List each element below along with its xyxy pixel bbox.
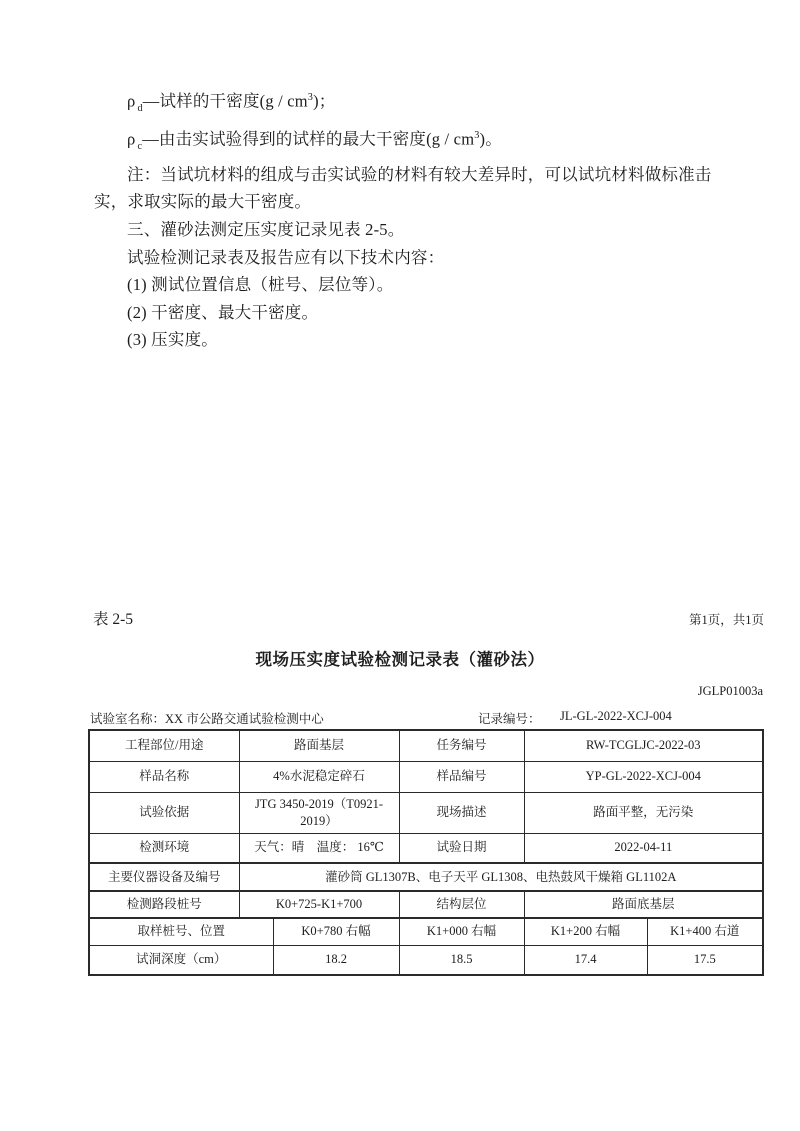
rho-c-body-text: —由击实试验得到的试样的最大干密度(g / cm (142, 129, 475, 149)
record-sheet-title: 现场压实度试验检测记录表（灌砂法） (255, 650, 545, 669)
row-sampling-stations (89, 918, 763, 945)
lab-name-value: XX 市公路交通试验检测中心 (165, 712, 324, 726)
rho-d-tail-text: )； (313, 91, 336, 111)
cell-sampling-station-label: 取样桩号、位置 (89, 918, 273, 945)
row-test-basis (89, 792, 763, 833)
table-number: 表 2-5 (93, 611, 134, 628)
rho-c-definition-line (94, 122, 712, 160)
cell-task-no-label: 任务编号 (399, 730, 524, 761)
content-item-2: (2) 干密度、最大干密度。 (127, 302, 319, 322)
cell-structure-layer-label: 结构层位 (399, 891, 524, 918)
rho-d-superscript: 3 (307, 92, 314, 103)
cell-road-section-label: 检测路段桩号 (89, 891, 239, 918)
row-test-environment (89, 833, 763, 863)
cell-station-3: K1+200 右幅 (524, 918, 647, 945)
note-line-1: 注：当试坑材料的组成与击实试验的材料有较大差异时，可以试坑材料做标准击 (127, 164, 712, 184)
rho-d-subscript: d (137, 102, 143, 114)
rho-d-body-text: —试样的干密度(g / cm (142, 91, 308, 111)
lab-name-line (90, 709, 324, 727)
cell-site-desc-label: 现场描述 (399, 792, 524, 833)
section-three-line: 三、灌砂法测定压实度记录见表 2-5。 (127, 219, 405, 239)
row-road-section (89, 891, 763, 918)
cell-environment-label: 检测环境 (89, 833, 239, 863)
cell-test-date-label: 试验日期 (399, 833, 524, 863)
cell-sample-name-value: 4%水泥稳定碎石 (239, 761, 399, 792)
cell-test-basis-label: 试验依据 (89, 792, 239, 833)
note-line-2: 实，求取实际的最大干密度。 (94, 192, 312, 212)
cell-equipment-value: 灌砂筒 GL1307B、电子天平 GL1308、电热鼓风干燥箱 GL1102A (239, 863, 763, 891)
cell-project-part-value: 路面基层 (239, 730, 399, 761)
cell-hole-depth-label: 试洞深度（cm） (89, 945, 273, 975)
cell-environment-value: 天气：晴 温度： 16℃ (239, 833, 399, 863)
cell-depth-1: 18.2 (273, 945, 399, 975)
record-no-label: 记录编号： (478, 712, 541, 726)
rho-c-tail-text: )。 (479, 129, 502, 149)
cell-sample-no-value: YP-GL-2022-XCJ-004 (524, 761, 763, 792)
rho-c-superscript: 3 (474, 130, 480, 142)
cell-equipment-label: 主要仪器设备及编号 (89, 863, 239, 891)
row-equipment (89, 863, 763, 891)
cell-task-no-value: RW-TCGLJC-2022-03 (524, 730, 763, 761)
content-intro-line: 试验检测记录表及报告应有以下技术内容： (127, 247, 445, 267)
cell-depth-2: 18.5 (399, 945, 524, 975)
cell-project-part-label: 工程部位/用途 (89, 730, 239, 761)
cell-station-1: K0+780 右幅 (273, 918, 399, 945)
rho-d-symbol: ρ (127, 91, 136, 111)
cell-sample-no-label: 样品编号 (399, 761, 524, 792)
row-hole-depth (89, 945, 763, 975)
page-number-info: 第1页，共1页 (688, 613, 764, 627)
rho-c-subscript: c (137, 141, 143, 153)
rho-d-definition-line (94, 84, 712, 122)
cell-structure-layer-value: 路面底基层 (524, 891, 763, 918)
rho-c-symbol: ρ (127, 129, 136, 149)
form-code: JGLP01003a (697, 684, 763, 698)
cell-road-section-value: K0+725-K1+700 (239, 891, 399, 918)
cell-test-date-value: 2022-04-11 (524, 833, 763, 863)
cell-sample-name-label: 样品名称 (89, 761, 239, 792)
intro-text-block (94, 84, 712, 354)
content-item-3: (3) 压实度。 (127, 330, 218, 350)
record-no-value: JL-GL-2022-XCJ-004 (560, 709, 672, 723)
cell-site-desc-value: 路面平整，无污染 (524, 792, 763, 833)
row-sample-name (89, 761, 763, 792)
table-caption-row (88, 607, 764, 629)
row-project-part (89, 730, 763, 761)
cell-depth-3: 17.4 (524, 945, 647, 975)
cell-test-basis-value: JTG 3450-2019（T0921-2019） (239, 792, 399, 833)
record-table (88, 729, 764, 976)
content-item-1: (1) 测试位置信息（桩号、层位等）。 (127, 275, 394, 295)
lab-name-label: 试验室名称： (90, 712, 166, 726)
cell-depth-4: 17.5 (647, 945, 763, 975)
cell-station-2: K1+000 右幅 (399, 918, 524, 945)
cell-station-4: K1+400 右道 (647, 918, 763, 945)
sheet-meta-row (88, 709, 764, 727)
